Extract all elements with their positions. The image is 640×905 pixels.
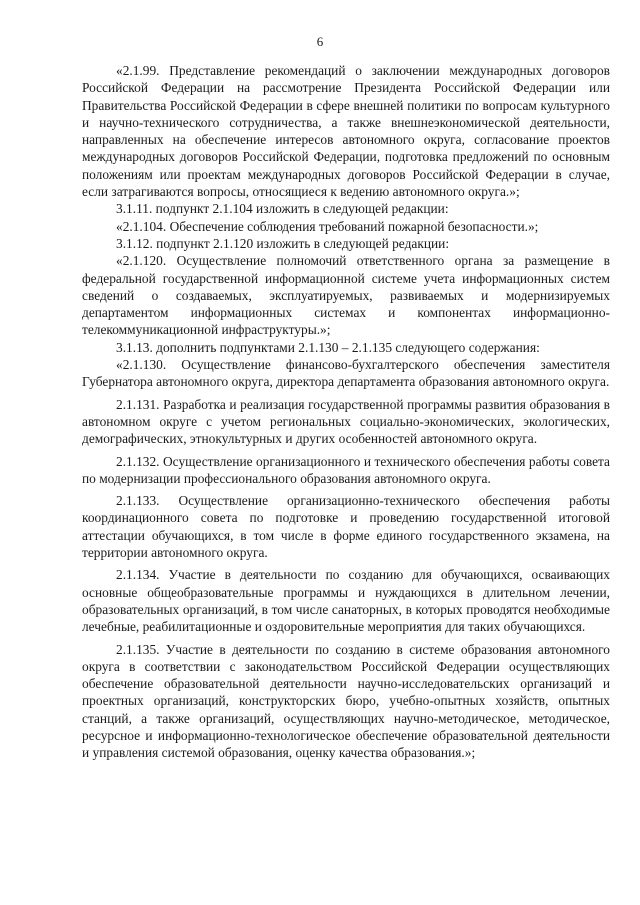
paragraph-2-1-135: 2.1.135. Участие в деятельности по созданию в системе образования автономного округа в соответствии с законодательством Российской Федерации осуществляющих обеспечение образовательной деятельности научно-исследовательских организаций и проектных организаций, конструкторских бюро, учебно-опытных хозяйств, опытных станций, а также организаций, осуществляющих научно-методическое, методическое, ресурсное и информационно-технологическое обеспечение образовательной деятельности и управления системой образования, оценку качества образования.»; xyxy=(82,641,610,761)
paragraph-2-1-120: «2.1.120. Осуществление полномочий ответственного органа за размещение в федеральной государственной информационной системе учета информационных систем сведений о создаваемых, эксплуатируемых, развиваемых и модернизируемых департаментом информационных системах и компонентах информационно-телекоммуникационной инфраструктуры.»; xyxy=(82,253,610,338)
paragraph-3-1-11: 3.1.11. подпункт 2.1.104 изложить в следующей редакции: xyxy=(116,201,449,217)
page-number: 6 xyxy=(316,34,324,49)
paragraph-2-1-99: «2.1.99. Представление рекомендаций о заключении международных договоров Российской Федерации на рассмотрение Президента Российской Федерации или Правительства Российской Федерации в сфере внешней политики по вопросам культурного и научно-технического сотрудничества, а также внешнеэкономической деятельности, направленных на обеспечение интересов автономного округа, согласование проектов международных договоров Российской Федерации, подготовка предложений по основным положениям или проектам международных договоров Российской Федерации в случае, если затрагиваются вопросы, относящиеся к ведению автономного округа.»; xyxy=(82,63,610,200)
paragraph-2-1-131: 2.1.131. Разработка и реализация государственной программы развития образования в автономном округе с учетом региональных социально-экономических, экологических, демографических, этнокультурных и других особенностей автономного округа. xyxy=(82,396,610,447)
paragraph-3-1-13: 3.1.13. дополнить подпунктами 2.1.130 – 2.1.135 следующего содержания: xyxy=(116,339,540,355)
paragraph-2-1-130: «2.1.130. Осуществление финансово-бухгалтерского обеспечения заместителя Губернатора автономного округа, директора департамента образования автономного округа. xyxy=(82,357,610,390)
paragraph-2-1-104: «2.1.104. Обеспечение соблюдения требований пожарной безопасности.»; xyxy=(116,218,539,234)
document-body xyxy=(82,62,610,762)
paragraph-2-1-134: 2.1.134. Участие в деятельности по созданию для обучающихся, осваивающих основные общеобразовательные программы и нуждающихся в длительном лечении, образовательных организаций, в том числе санаторных, в которых проводятся необходимые лечебные, реабилитационные и оздоровительные мероприятия для таких обучающихся. xyxy=(82,567,610,635)
paragraph-3-1-12: 3.1.12. подпункт 2.1.120 изложить в следующей редакции: xyxy=(116,235,450,251)
paragraph-2-1-133: 2.1.133. Осуществление организационно-технического обеспечения работы координационного совета по подготовке и проведению государственной итоговой аттестации обучающихся, в том числе в форме единого государственного экзамена, на территории автономного округа. xyxy=(82,493,610,561)
paragraph-2-1-132: 2.1.132. Осуществление организационного и технического обеспечения работы совета по модернизации профессионального образования автономного округа. xyxy=(82,453,610,486)
